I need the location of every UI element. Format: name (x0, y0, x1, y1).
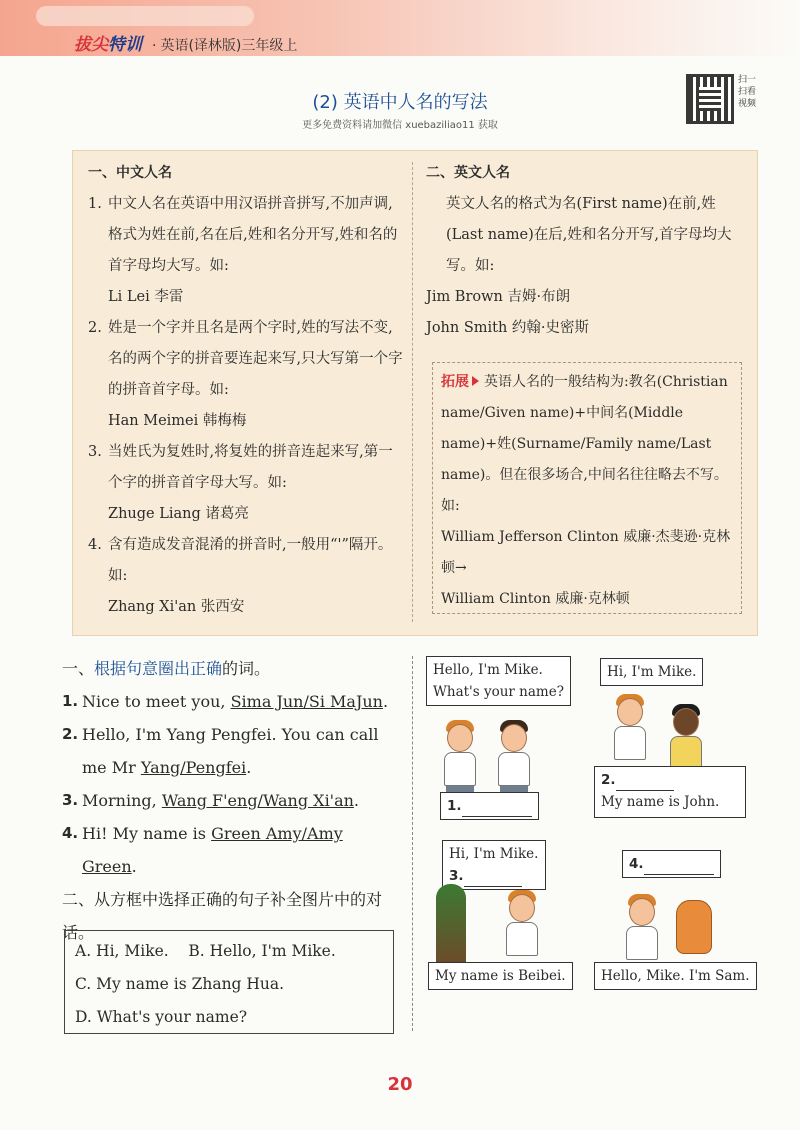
choice-line (75, 935, 383, 968)
arrow-icon (472, 376, 479, 386)
question: 1. Nice to meet you, Sima Jun/Si MaJun. (62, 692, 389, 711)
extension-tag: 拓展 (441, 374, 484, 390)
choice-b[interactable]: B. Hello, I'm Mike. (188, 942, 336, 960)
column-divider (412, 162, 413, 622)
answer-choice[interactable]: Green Amy/Amy Green (82, 824, 343, 876)
header-tab (36, 6, 254, 26)
brand-name-a: 拔尖 (74, 35, 108, 55)
exercise1-heading: 一、根据句意圈出正确的词。 (62, 659, 271, 678)
cat-image (676, 900, 712, 954)
answer-blank[interactable] (464, 873, 522, 887)
rule-item: 3. 当姓氏为复姓时,将复姓的拼音连起来写,第一个字的拼音首字母大写。如: (88, 444, 393, 491)
header-title (74, 30, 297, 55)
speech-bubble: Hello, Mike. I'm Sam. (594, 962, 757, 990)
rule-item: 1. 中文人名在英语中用汉语拼音拼写,不加声调,格式为姓在前,名在后,姓和名分开写,姓和名的首字母均大写。如: (88, 196, 398, 274)
answer-choice[interactable]: Wang F'eng/Wang Xi'an (161, 791, 354, 810)
rule-example: Li Lei 李雷 (108, 289, 184, 305)
answer-blank[interactable] (462, 803, 532, 817)
header-dot: · (152, 38, 157, 54)
answer-choice[interactable]: Yang/Pengfei (140, 758, 247, 777)
rule-example: Zhang Xi'an 张西安 (108, 599, 245, 615)
extension-box (432, 362, 742, 614)
choice-c[interactable]: C. My name is Zhang Hua. (75, 975, 285, 993)
answer-bubble[interactable]: 4. (622, 850, 721, 878)
speech-bubble: Hello, I'm Mike. What's your name? (426, 656, 571, 706)
exercise-divider (412, 656, 413, 1031)
rule-text: 中文人名在英语中用汉语拼音拼写,不加声调,格式为姓在前,名在后,姓和名分开写,姓和名的首字母均大写。如: (108, 196, 398, 274)
name-example: John Smith 约翰·史密斯 (426, 320, 590, 336)
section-heading: 一、中文人名 (88, 165, 172, 181)
qr-caption: 扫一扫看视频 (738, 75, 757, 109)
rule-text: 含有造成发音混淆的拼音时,一般用“'”隔开。如: (108, 537, 393, 584)
book-title: 英语(译林版)三年级上 (160, 38, 298, 54)
choice-d[interactable]: D. What's your name? (75, 1008, 248, 1026)
page-title: (2) 英语中人名的写法 (312, 92, 488, 113)
rule-example: Han Meimei 韩梅梅 (108, 413, 247, 429)
answer-bubble[interactable]: 1. (440, 792, 539, 820)
rule-item: 2. 姓是一个字并且名是两个字时,姓的写法不变,名的两个字的拼音要连起来写,只大写第一个字的拼音首字母。如: (88, 320, 403, 398)
name-example: Jim Brown 吉姆·布朗 (426, 289, 571, 305)
answer-choice[interactable]: Sima Jun/Si MaJun (230, 692, 383, 711)
page-number: 20 (387, 1074, 413, 1095)
exercise-section (62, 652, 402, 949)
section-heading: 二、英文人名 (426, 165, 510, 181)
choice-box (64, 930, 394, 1034)
answer-blank[interactable] (644, 861, 714, 875)
extension-text: 英语人名的一般结构为:教名(Christian name/Given name)+中间名(Middle name)+姓(Surname/Family name/Last name)。但在很多场合,中间名往往略去不写。如: (441, 374, 728, 514)
rule-item: 4. 含有造成发音混淆的拼音时,一般用“'”隔开。如: (88, 537, 393, 584)
choice-a[interactable]: A. Hi, Mike. (75, 942, 169, 960)
question: 4. Hi! My name is Green Amy/Amy Green. (62, 824, 343, 876)
chinese-names-section (88, 158, 404, 623)
speech-bubble: My name is Beibei. (428, 962, 573, 990)
extension-example: William Jefferson Clinton 威廉·杰斐逊·克林顿→ (441, 529, 731, 576)
question: 3. Morning, Wang F'eng/Wang Xi'an. (62, 791, 360, 810)
speech-bubble: 2. My name is John. (594, 766, 746, 818)
tree-image (436, 884, 466, 966)
speech-bubble: Hi, I'm Mike. 3. (442, 840, 546, 890)
exercise2-heading: 二、从方框中选择正确的句子补全图片中的对话。 (62, 890, 383, 942)
extension-example: William Clinton 威廉·克林顿 (441, 591, 630, 607)
rule-text: 当姓氏为复姓时,将复姓的拼音连起来写,第一个字的拼音首字母大写。如: (108, 444, 393, 491)
speech-bubble: Hi, I'm Mike. (600, 658, 703, 686)
english-names-text: 英文人名的格式为名(First name)在前,姓(Last name)在后,姓和名分开写,首字母均大写。如: (446, 196, 732, 274)
rule-text: 姓是一个字并且名是两个字时,姓的写法不变,名的两个字的拼音要连起来写,只大写第一个字的拼音首字母。如: (108, 320, 403, 398)
rule-example: Zhuge Liang 诸葛亮 (108, 506, 249, 522)
subnote: 更多免费资料请加微信 xuebaziliao11 获取 (302, 120, 498, 131)
question: 2. Hello, I'm Yang Pengfei. You can call me Mr Yang/Pengfei. (62, 725, 379, 777)
brand-name-b: 特训 (108, 35, 142, 55)
english-names-section (426, 158, 744, 344)
answer-blank[interactable] (616, 777, 674, 791)
qr-code-icon[interactable] (686, 74, 734, 124)
